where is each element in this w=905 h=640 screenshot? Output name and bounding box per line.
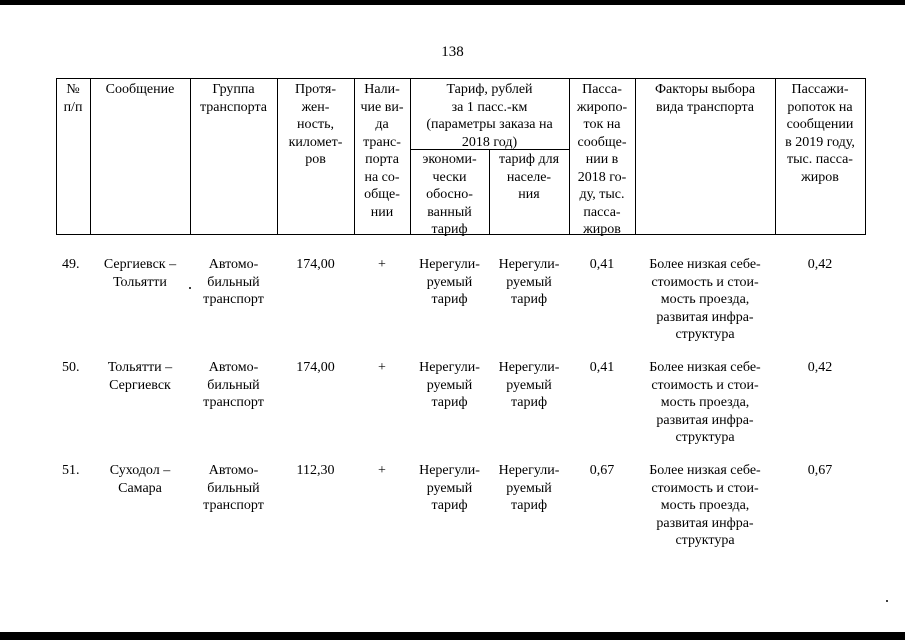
header-factors: Факторы выбора вида транспорта — [654, 82, 756, 115]
row-number: 50. — [62, 360, 80, 375]
header-tariff-population: тариф для населе- ния — [498, 152, 560, 202]
scan-top-border — [0, 0, 905, 5]
header-length: Протя- жен- ность, километ- ров — [288, 82, 343, 167]
row-length: 112,30 — [296, 463, 335, 478]
row-transport-group: Автомо- бильный транспорт — [203, 257, 264, 307]
header-tariff-economic: экономи- чески обосно- ванный тариф — [422, 152, 477, 237]
row-flow-2018: 0,67 — [589, 463, 615, 478]
row-flow-2018: 0,41 — [589, 360, 615, 375]
grid-vline — [865, 78, 866, 235]
row-tariff-population: Нерегули- руемый тариф — [498, 463, 560, 513]
header-number: № п/п — [63, 82, 83, 115]
row-flow-2018: 0,41 — [589, 257, 615, 272]
header-presence: Нали- чие ви- да транс- порта на со- обще- нии — [360, 82, 404, 220]
row-presence: + — [378, 360, 386, 375]
row-route: Тольятти – Сергиевск — [107, 360, 173, 393]
row-presence: + — [378, 463, 386, 478]
row-number: 51. — [62, 463, 80, 478]
row-route: Суходол – Самара — [109, 463, 171, 496]
grid-top-line — [56, 78, 866, 79]
row-tariff-economic: Нерегули- руемый тариф — [419, 360, 480, 410]
row-tariff-population: Нерегули- руемый тариф — [498, 257, 560, 307]
header-transport-group: Группа транспорта — [199, 82, 268, 115]
header-tariff: Тариф, рублей за 1 пасс.-км (параметры заказа на 2018 год) — [426, 82, 553, 150]
row-tariff-population: Нерегули- руемый тариф — [498, 360, 560, 410]
row-length: 174,00 — [296, 360, 335, 375]
row-presence: + — [378, 257, 386, 272]
scan-speck — [886, 600, 888, 602]
row-transport-group: Автомо- бильный транспорт — [203, 463, 264, 513]
row-tariff-economic: Нерегули- руемый тариф — [419, 463, 480, 513]
row-flow-2019: 0,42 — [807, 257, 833, 272]
scan-speck — [189, 287, 191, 289]
row-flow-2019: 0,42 — [807, 360, 833, 375]
header-flow-2019: Пассажи- ропоток на сообщении в 2019 году, тыс. пасса- жиров — [785, 82, 855, 185]
header-route: Сообщение — [105, 82, 175, 97]
row-flow-2019: 0,67 — [807, 463, 833, 478]
scan-bottom-border — [0, 632, 905, 640]
row-factors: Более низкая себе- стоимость и стои- мость проезда, развитая инфра- структура — [649, 360, 761, 445]
row-length: 174,00 — [296, 257, 335, 272]
row-transport-group: Автомо- бильный транспорт — [203, 360, 264, 410]
row-tariff-economic: Нерегули- руемый тариф — [419, 257, 480, 307]
row-route: Сергиевск – Тольятти — [103, 257, 177, 290]
page-number: 138 — [441, 44, 464, 60]
header-flow-2018: Пасса- жиропо- ток на сообще- нии в 2018 го- ду, тыс. пасса- жиров — [576, 82, 628, 237]
row-number: 49. — [62, 257, 80, 272]
grid-vline — [90, 78, 91, 235]
row-factors: Более низкая себе- стоимость и стои- мость проезда, развитая инфра- структура — [649, 463, 761, 548]
row-factors: Более низкая себе- стоимость и стои- мость проезда, развитая инфра- структура — [649, 257, 761, 342]
